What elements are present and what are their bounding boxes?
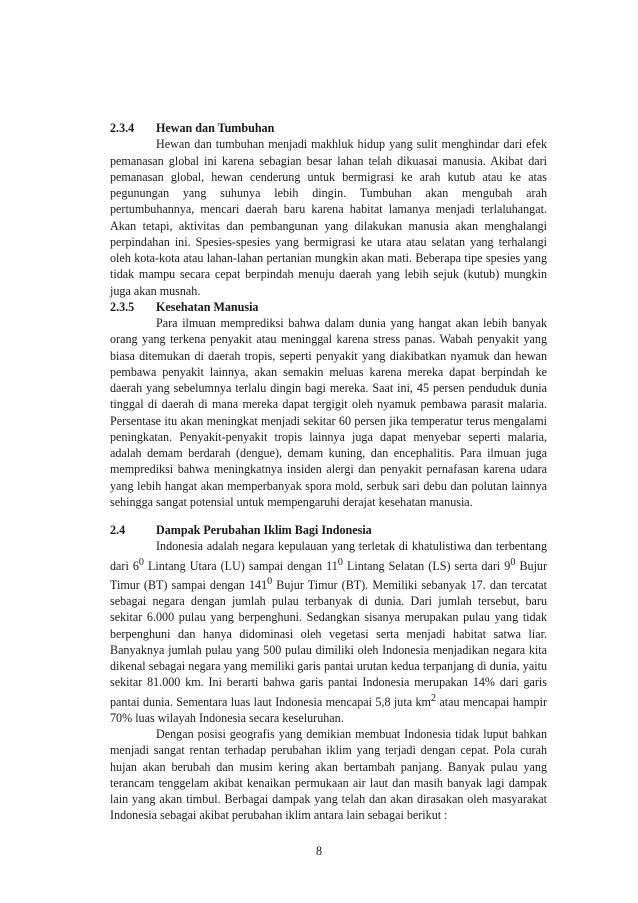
section-heading [110, 522, 547, 538]
section-title: Hewan dan Tumbuhan [156, 121, 275, 135]
section-number: 2.3.5 [110, 299, 135, 314]
text-run: Bujur Timur (BT). Memiliki sebanyak 17. dan tercatat sebagai negara dengan jumlah pulau terbanyak di dunia. Dari jumlah tersebut, baru sekitar 6.000 pulau yang berpenghuni. Sedangkan sisanya merupakan pulau yang tidak berpenghuni dan hanya didominasi oleh vegetasi serta menjadi habitat satwa liar. Banyaknya jumlah pulau yang 500 pulau dimiliki oleh Indonesia menjadikan negara kita dikenal sebagai negara yang memiliki garis pantai urutan kedua terpanjang di dunia, yaitu sekitar 81.000 km. Ini berarti bahwa garis pantai Indonesia merupakan 14% dari garis pantai dunia. Sementara luas laut Indonesia mencapai 5,8 juta km [110, 577, 547, 709]
paragraph: Hewan dan tumbuhan menjadi makhluk hidup yang sulit menghindar dari efek pemanasan global ini karena sebagian besar lahan telah dikuasai manusia. Akibat dari pemanasan global, hewan cenderung untuk bermigrasi ke arah kutub atau ke atas pegunungan yang suhunya lebih dingin. Tumbuhan akan mengubah arah pertumbuhannya, mencari daerah baru karena habitat lamanya menjadi terlaluhangat. Akan tetapi, aktivitas dan pembangunan yang dilakukan manusia akan menghalangi perpindahan ini. Spesies-spesies yang bermigrasi ke utara atau selatan yang terhalangi oleh kota-kota atau lahan-lahan pertanian mungkin akan mati. Beberapa tipe spesies yang tidak mampu secara cepat berpindah menuju daerah yang lebih sejuk (kutub) mungkin juga akan musnah. [110, 137, 547, 298]
degree-superscript: 0 [267, 575, 273, 587]
degree-superscript: 0 [138, 556, 144, 568]
degree-superscript: 0 [510, 556, 516, 568]
section-dampak-perubahan-iklim [110, 522, 547, 824]
paragraph: Dengan posisi geografis yang demikian membuat Indonesia tidak luput bahkan menjadi sangat rentan terhadap perubahan iklim yang terjadi dengan cepat. Pola curah hujan akan berubah dan musim kering akan bertambah panjang. Banyak pulau yang terancam tenggelam akibat kenaikan permukaan air laut dan masih banyak lagi dampak lain yang akan timbul. Berbagai dampak yang telah dan akan dirasakan oleh masyarakat Indonesia sebagai akibat perubahan iklim antara lain sebagai berikut : [110, 727, 547, 823]
section-number: 2.3.4 [110, 121, 135, 135]
section-title: Kesehatan Manusia [156, 299, 259, 314]
text-run: Bujur Timur (BT) sampai dengan 141 [110, 558, 548, 592]
section-heading [110, 120, 547, 136]
section-gap [110, 510, 547, 522]
paragraph [110, 538, 547, 726]
section-kesehatan-manusia [110, 299, 547, 510]
text-run: atau mencapai hampir 70% luas wilayah Indonesia secara keseluruhan. [110, 694, 547, 725]
text-run: Lintang Selatan (LS) serta dari 9 [342, 558, 511, 573]
section-heading [110, 299, 547, 315]
degree-superscript: 0 [337, 556, 343, 568]
document-page [110, 120, 547, 824]
page-number: 8 [315, 844, 323, 858]
squared-superscript: 2 [430, 692, 436, 704]
section-title: Dampak Perubahan Iklim Bagi Indonesia [156, 523, 372, 537]
text-run: Lintang Utara (LU) sampai dengan 11 [143, 558, 338, 573]
section-hewan-dan-tumbuhan [110, 120, 547, 299]
text-run: Indonesia adalah negara kepulauan yang terletak di khatulistiwa dan terbentang dari 6 [110, 539, 547, 573]
paragraph: Para ilmuan memprediksi bahwa dalam dunia yang hangat akan lebih banyak orang yang terkena penyakit atau meninggal karena stress panas. Wabah penyakit yang biasa ditemukan di daerah tropis, seperti penyakit yang diakibatkan nyamuk dan hewan pembawa penyakit lainnya, akan semakin meluas karena mereka dapat berpindah ke daerah yang sebelumnya terlalu dingin bagi mereka. Saat ini, 45 persen penduduk dunia tinggal di daerah di mana mereka dapat tergigit oleh nyamuk pembawa parasit malaria. Persentase itu akan meningkat menjadi sekitar 60 persen jika temperatur terus mengalami peningkatan. Penyakit-penyakit tropis lainnya juga dapat menyebar seperti malaria, adalah demam berdarah (dengue), demam kuning, dan encephalitis. Para ilmuan juga memprediksi bahwa meningkatnya insiden alergi dan penyakit pernafasan karena udara yang lebih hangat akan memperbanyak spora mold, serbuk sari debu dan polutan lainnya sehingga sangat potensial untuk mempengaruhi derajat kesehatan manusia. [110, 316, 547, 509]
section-number: 2.4 [110, 523, 126, 537]
